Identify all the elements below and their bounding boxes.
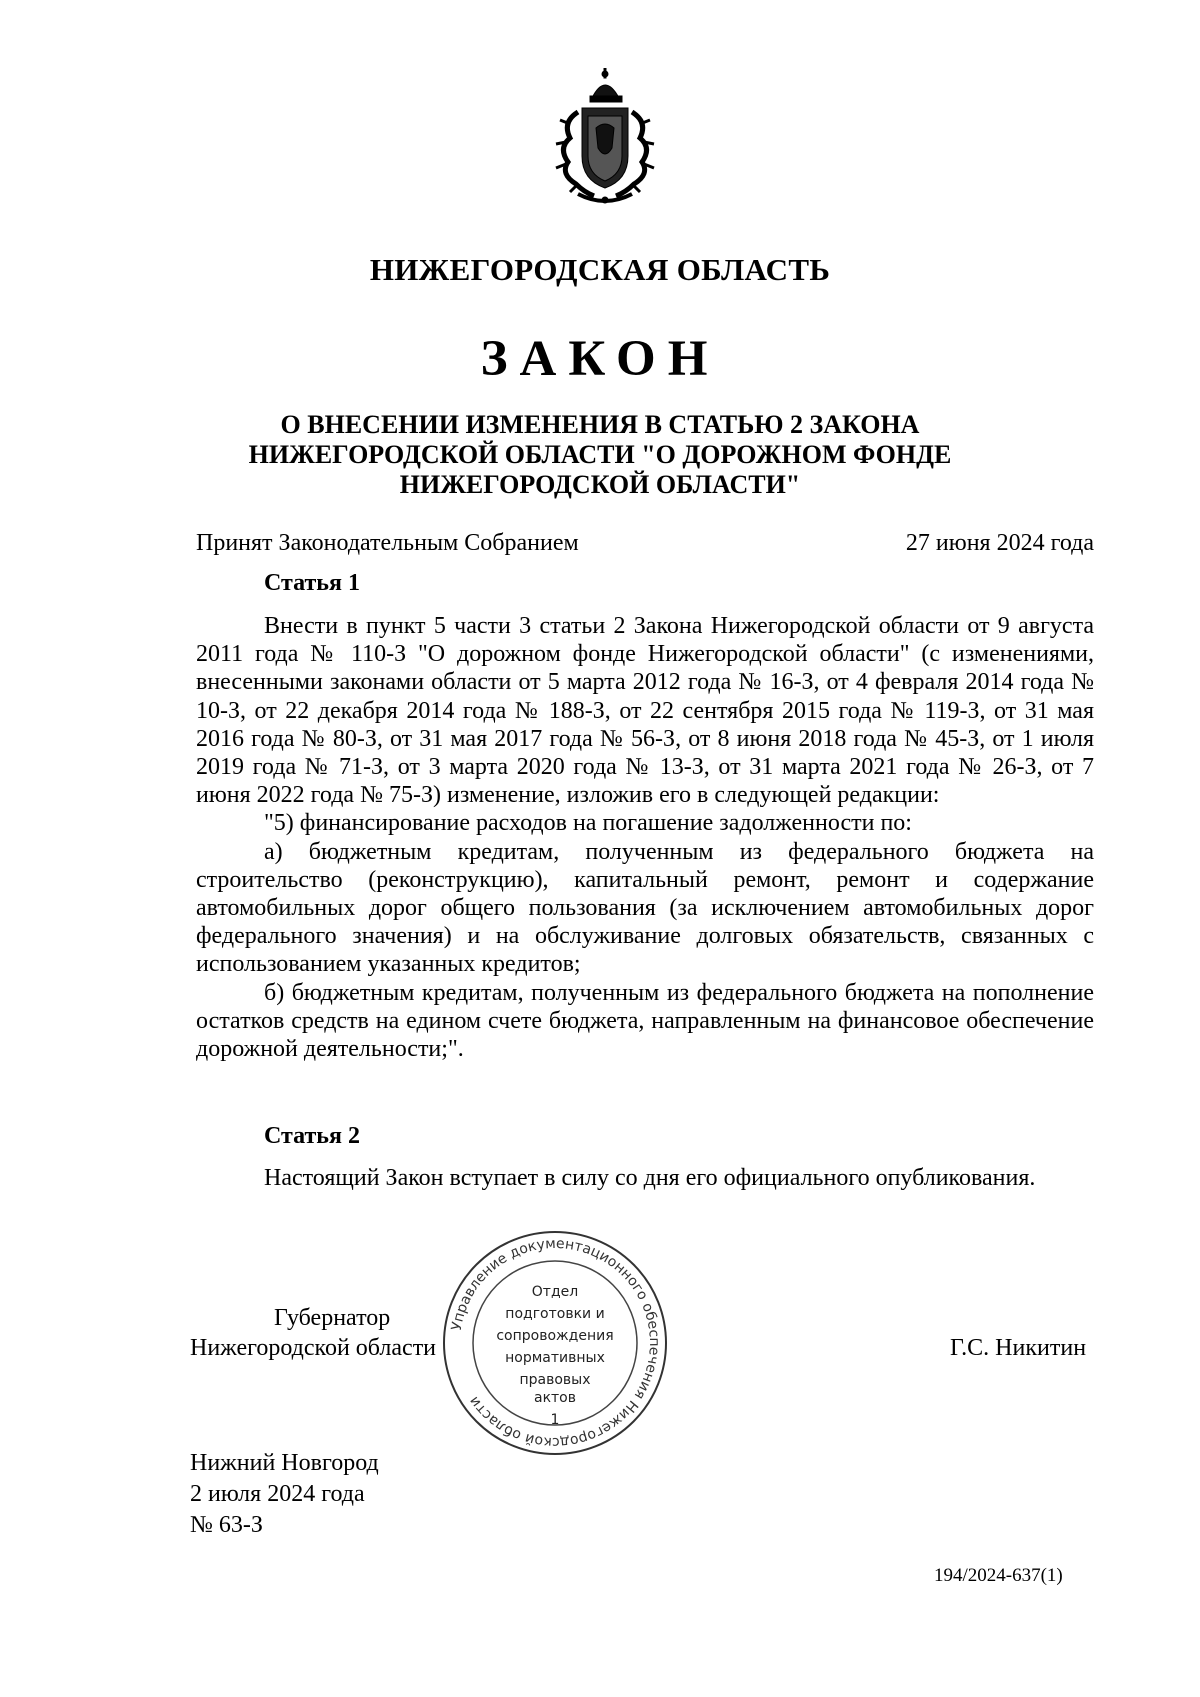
subtitle-line: НИЖЕГОРОДСКОЙ ОБЛАСТИ" (399, 470, 801, 499)
article-2-heading: Статья 2 (264, 1123, 360, 1149)
document-type: ЗАКОН (480, 331, 720, 387)
signing-date: 2 июля 2024 года (190, 1481, 365, 1507)
article-paragraph: "5) финансирование расходов на погашение задолженности по: (264, 810, 912, 837)
svg-text:актов: актов (533, 1390, 577, 1406)
law-number: № 63-З (190, 1512, 263, 1538)
article-paragraph: б) бюджетным кредитам, полученным из федерального бюджета на пополнение остатков средств на едином счете бюджета, направленным на финансовое обеспечение дорожной деятельности;". (196, 979, 1094, 1063)
svg-text:подготовки и: подготовки и (505, 1306, 605, 1322)
position-line: Нижегородской области (190, 1335, 437, 1361)
article-1-body (196, 612, 1094, 1063)
coat-of-arms-emblem (548, 68, 663, 208)
region-title: НИЖЕГОРОДСКАЯ ОБЛАСТЬ (369, 252, 831, 287)
svg-text:правовых: правовых (519, 1372, 591, 1388)
official-stamp (440, 1228, 670, 1458)
adopted-by: Принят Законодательным Собранием (196, 530, 579, 556)
article-2-body (196, 1164, 1094, 1192)
article-paragraph: Настоящий Закон вступает в силу со дня его официального опубликования. (264, 1165, 1036, 1191)
law-subtitle (0, 410, 1200, 500)
signing-city: Нижний Новгород (190, 1450, 379, 1476)
registration-number: 194/2024-637(1) (934, 1565, 1063, 1586)
svg-text:1: 1 (550, 1412, 560, 1428)
svg-text:сопровождения: сопровождения (496, 1328, 614, 1344)
svg-text:Отдел: Отдел (531, 1284, 579, 1300)
signing-details (190, 1448, 379, 1541)
governor-name: Г.С. Никитин (950, 1335, 1087, 1361)
adoption-line (196, 530, 1094, 557)
article-paragraph: а) бюджетным кредитам, полученным из федерального бюджета на строительство (реконструкцию), капитальный ремонт, ремонт и содержание автомобильных дорог общего пользования (за исключением автомобильных дорог федерального значения) и на обслуживание долговых обязательств, связанных с использованием указанных кредитов; (196, 838, 1094, 978)
subtitle-line: О ВНЕСЕНИИ ИЗМЕНЕНИЯ В СТАТЬЮ 2 ЗАКОНА (280, 410, 920, 439)
svg-text:Управление документационного о: Управление документационного обеспечения Нижегородской области (448, 1235, 663, 1451)
svg-text:нормативных: нормативных (505, 1350, 605, 1366)
article-paragraph: Внести в пункт 5 части 3 статьи 2 Закона Нижегородской области от 9 августа 2011 года № 110-З "О дорожном фонде Нижегородской области" (с изменениями, внесенными законами области от 5 марта 2012 года № 16-З, от 4 февраля 2014 года № 10-З, от 22 декабря 2014 года № 188-З, от 22 сентября 2015 года № 119-З, от 31 мая 2016 года № 80-З, от 31 мая 2017 года № 56-З, от 8 июня 2018 года № 45-З, от 1 июля 2019 года № 71-З, от 3 марта 2020 года № 13-З, от 31 марта 2021 года № 26-З, от 7 июня 2022 года № 75-З) изменение, изложив его в следующей редакции: (196, 613, 1094, 809)
subtitle-line: НИЖЕГОРОДСКОЙ ОБЛАСТИ "О ДОРОЖНОМ ФОНДЕ (248, 440, 952, 469)
position-line: Губернатор (274, 1305, 391, 1331)
governor-position (190, 1303, 436, 1363)
adopted-date: 27 июня 2024 года (905, 530, 1094, 556)
article-1-heading: Статья 1 (264, 570, 360, 596)
